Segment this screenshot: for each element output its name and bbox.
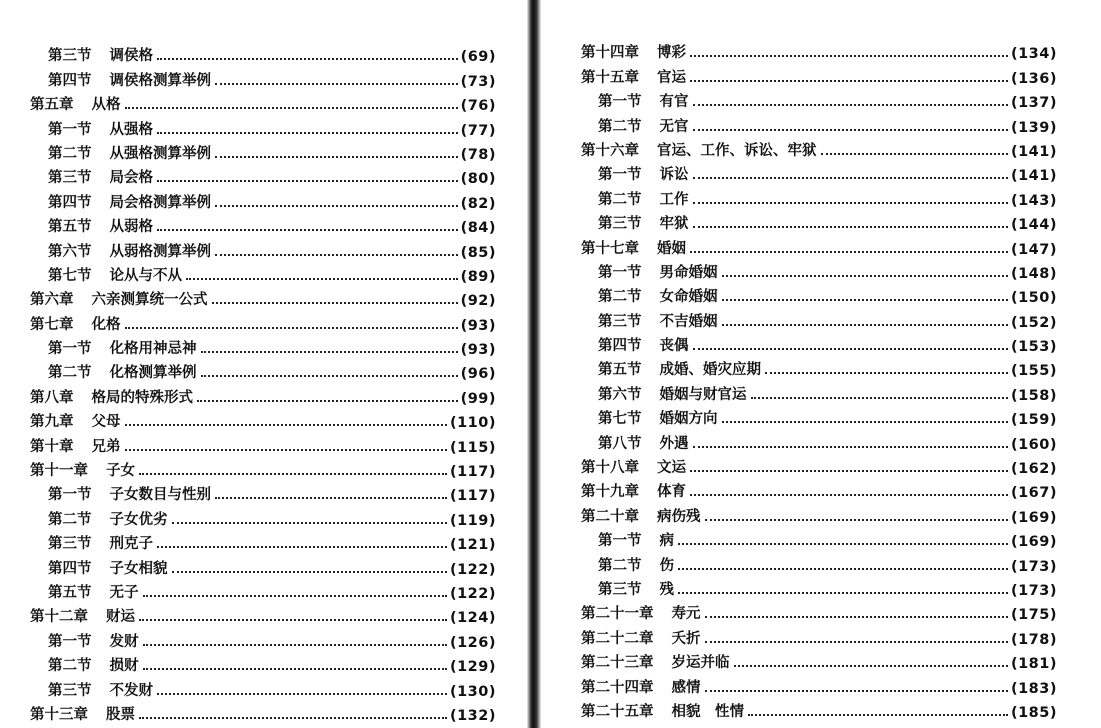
toc-section-entry (30, 187, 496, 211)
entry-page-number: (148) (1010, 265, 1057, 282)
entry-number: 第二十章 (581, 508, 639, 525)
dot-leader (690, 470, 1008, 472)
entry-page-number: (69) (460, 49, 496, 66)
toc-chapter-entry (30, 309, 496, 333)
entry-page-number: (143) (1010, 192, 1057, 209)
entry-page-number: (141) (1010, 143, 1057, 160)
entry-number: 第三节 (48, 536, 92, 553)
entry-title: 相貌 性情 (671, 703, 744, 720)
entry-page-number: (159) (1010, 412, 1057, 429)
dot-leader (172, 571, 447, 573)
entry-page-number: (96) (460, 366, 496, 383)
entry-page-number: (141) (1010, 168, 1057, 185)
entry-page-number: (173) (1010, 582, 1057, 599)
entry-number: 第二节 (48, 511, 92, 528)
toc-section-entry (30, 41, 496, 65)
entry-number: 第八章 (30, 389, 74, 406)
entry-page-number: (80) (460, 171, 496, 188)
entry-title: 损财 (109, 658, 139, 675)
entry-title: 男命婚姻 (659, 264, 718, 281)
toc-section-entry (581, 575, 1057, 599)
toc-chapter-entry (581, 477, 1057, 501)
entry-number: 第二十四章 (581, 679, 654, 696)
entry-page-number: (84) (460, 220, 496, 237)
entry-title: 六亲测算统一公式 (91, 292, 208, 309)
entry-title: 论从与不从 (109, 267, 182, 284)
entry-page-number: (78) (460, 146, 496, 163)
entry-number: 第八节 (598, 435, 642, 452)
toc-section-entry (30, 675, 496, 699)
entry-page-number: (82) (460, 195, 496, 212)
toc-section-entry (30, 480, 496, 504)
toc-section-entry (30, 334, 496, 358)
toc-section-entry (581, 331, 1057, 355)
entry-number: 第一节 (598, 264, 642, 281)
entry-title: 外遇 (659, 435, 689, 452)
toc-chapter-entry (581, 233, 1057, 257)
entry-title: 婚姻 (657, 240, 686, 257)
entry-number: 第四节 (48, 194, 92, 211)
entry-title: 病 (659, 533, 674, 550)
toc-chapter-entry (581, 38, 1057, 62)
entry-title: 调侯格测算举例 (109, 72, 211, 89)
entry-title: 化格 (91, 316, 121, 333)
entry-number: 第二十五章 (581, 703, 654, 720)
entry-page-number: (77) (460, 122, 496, 139)
dot-leader (705, 641, 1008, 643)
entry-page-number: (122) (449, 561, 496, 578)
dot-leader (157, 229, 458, 231)
dot-leader (751, 397, 1008, 399)
dot-leader (722, 421, 1008, 423)
dot-leader (139, 717, 447, 719)
entry-number: 第五节 (48, 219, 92, 236)
toc-right-page (541, 0, 1101, 728)
toc-section-entry (581, 428, 1057, 452)
entry-title: 丧偶 (659, 338, 689, 355)
entry-title: 有官 (659, 94, 689, 111)
entry-title: 从强格测算举例 (109, 145, 211, 162)
toc-section-entry (581, 550, 1057, 574)
entry-number: 第二节 (598, 289, 642, 306)
toc-chapter-entry (581, 672, 1057, 696)
dot-leader (139, 619, 447, 621)
entry-title: 女命婚姻 (659, 289, 718, 306)
entry-page-number: (167) (1010, 485, 1057, 502)
entry-title: 文运 (657, 460, 686, 477)
entry-title: 财运 (106, 609, 135, 626)
entry-title: 工作 (659, 191, 689, 208)
entry-title: 从强格 (109, 121, 153, 138)
toc-section-entry (581, 184, 1057, 208)
entry-number: 第九章 (30, 414, 74, 431)
entry-page-number: (169) (1010, 534, 1057, 551)
dot-leader (821, 153, 1008, 155)
entry-number: 第三节 (48, 170, 92, 187)
toc-section-entry (581, 111, 1057, 135)
entry-title: 官运 (657, 69, 686, 86)
entry-title: 诉讼 (659, 167, 689, 184)
entry-title: 从弱格测算举例 (109, 243, 211, 260)
entry-number: 第十二章 (30, 609, 88, 626)
toc-chapter-entry (30, 90, 496, 114)
toc-section-entry (30, 236, 496, 260)
book-spine-gutter (527, 0, 541, 728)
entry-title: 无官 (659, 118, 689, 135)
entry-number: 第十五章 (581, 69, 639, 86)
entry-number: 第二十二章 (581, 630, 654, 647)
entry-number: 第十七章 (581, 240, 639, 257)
entry-number: 第三节 (48, 48, 92, 65)
toc-section-entry (30, 578, 496, 602)
entry-page-number: (110) (449, 415, 496, 432)
entry-title: 兄弟 (91, 438, 121, 455)
dot-leader (748, 714, 1008, 716)
entry-page-number: (183) (1010, 680, 1057, 697)
entry-number: 第二节 (48, 145, 92, 162)
toc-section-entry (581, 306, 1057, 330)
entry-title: 夭折 (671, 630, 701, 647)
entry-number: 第二节 (48, 658, 92, 675)
entry-number: 第五章 (30, 97, 74, 114)
entry-number: 第二节 (598, 191, 642, 208)
dot-leader (139, 473, 447, 475)
entry-title: 化格测算举例 (109, 365, 197, 382)
entry-number: 第四节 (598, 338, 642, 355)
entry-number: 第四节 (48, 560, 92, 577)
entry-title: 残 (659, 581, 674, 598)
entry-page-number: (93) (460, 317, 496, 334)
toc-section-entry (30, 626, 496, 650)
entry-title: 岁运并临 (671, 655, 730, 672)
dot-leader (705, 519, 1008, 521)
dot-leader (722, 324, 1008, 326)
entry-page-number: (147) (1010, 241, 1057, 258)
dot-leader (125, 424, 447, 426)
toc-chapter-entry (581, 623, 1057, 647)
toc-section-entry (30, 553, 496, 577)
entry-number: 第六章 (30, 292, 74, 309)
entry-title: 体育 (657, 484, 686, 501)
entry-page-number: (150) (1010, 290, 1057, 307)
dot-leader (201, 375, 458, 377)
entry-title: 调侯格 (109, 48, 153, 65)
entry-page-number: (115) (449, 439, 496, 456)
toc-section-entry (581, 526, 1057, 550)
entry-page-number: (134) (1010, 46, 1057, 63)
entry-page-number: (152) (1010, 314, 1057, 331)
entry-page-number: (158) (1010, 387, 1057, 404)
toc-chapter-entry (581, 453, 1057, 477)
entry-page-number: (169) (1010, 509, 1057, 526)
dot-leader (212, 302, 458, 304)
entry-number: 第一节 (48, 633, 92, 650)
entry-title: 不吉婚姻 (659, 313, 718, 330)
entry-page-number: (136) (1010, 70, 1057, 87)
entry-title: 局会格测算举例 (109, 194, 211, 211)
dot-leader (215, 497, 447, 499)
toc-section-entry (30, 651, 496, 675)
dot-leader (678, 568, 1008, 570)
toc-section-entry (581, 160, 1057, 184)
dot-leader (734, 665, 1008, 667)
entry-page-number: (76) (460, 98, 496, 115)
entry-title: 不发财 (109, 682, 153, 699)
entry-number: 第十八章 (581, 460, 639, 477)
toc-list-left (30, 41, 496, 724)
entry-page-number: (130) (449, 683, 496, 700)
entry-title: 化格用神忌神 (109, 341, 197, 358)
entry-title: 婚姻方向 (659, 411, 718, 428)
entry-number: 第一节 (598, 94, 642, 111)
entry-number: 第二十一章 (581, 606, 654, 623)
dot-leader (143, 595, 447, 597)
entry-title: 刑克子 (109, 536, 153, 553)
toc-chapter-entry (581, 62, 1057, 86)
entry-title: 股票 (106, 706, 135, 723)
entry-number: 第三节 (598, 216, 642, 233)
entry-title: 格局的特殊形式 (91, 389, 193, 406)
dot-leader (678, 592, 1008, 594)
entry-number: 第十六章 (581, 142, 639, 159)
entry-number: 第十四章 (581, 45, 639, 62)
entry-page-number: (155) (1010, 363, 1057, 380)
dot-leader (705, 690, 1008, 692)
dot-leader (690, 80, 1008, 82)
toc-section-entry (30, 261, 496, 285)
entry-title: 局会格 (109, 170, 153, 187)
dot-leader (157, 180, 458, 182)
toc-section-entry (30, 504, 496, 528)
entry-page-number: (117) (449, 488, 496, 505)
dot-leader (693, 129, 1008, 131)
entry-number: 第三节 (598, 581, 642, 598)
toc-chapter-entry (581, 697, 1057, 721)
toc-section-entry (581, 379, 1057, 403)
entry-title: 成婚、婚灾应期 (659, 362, 761, 379)
entry-number: 第七节 (598, 411, 642, 428)
entry-page-number: (121) (449, 537, 496, 554)
dot-leader (693, 348, 1008, 350)
entry-number: 第十章 (30, 438, 74, 455)
entry-page-number: (185) (1010, 704, 1057, 721)
dot-leader (693, 202, 1008, 204)
dot-leader (690, 494, 1008, 496)
entry-number: 第二节 (48, 365, 92, 382)
entry-number: 第七节 (48, 267, 92, 284)
toc-section-entry (581, 282, 1057, 306)
entry-page-number: (85) (460, 244, 496, 261)
entry-page-number: (92) (460, 293, 496, 310)
toc-section-entry (581, 404, 1057, 428)
dot-leader (693, 446, 1008, 448)
dot-leader (215, 254, 458, 256)
entry-number: 第六节 (598, 386, 642, 403)
dot-leader (722, 299, 1008, 301)
toc-left-page (0, 0, 527, 728)
entry-page-number: (124) (449, 610, 496, 627)
toc-chapter-entry (30, 456, 496, 480)
dot-leader (690, 55, 1008, 57)
dot-leader (693, 177, 1008, 179)
toc-section-entry (30, 358, 496, 382)
toc-chapter-entry (581, 136, 1057, 160)
entry-number: 第一节 (598, 533, 642, 550)
dot-leader (693, 226, 1008, 228)
entry-page-number: (181) (1010, 656, 1057, 673)
dot-leader (143, 668, 447, 670)
toc-section-entry (581, 209, 1057, 233)
entry-number: 第二节 (598, 118, 642, 135)
dot-leader (215, 205, 458, 207)
toc-section-entry (30, 139, 496, 163)
dot-leader (765, 372, 1008, 374)
entry-page-number: (160) (1010, 436, 1057, 453)
entry-title: 子女 (106, 463, 135, 480)
entry-number: 第四节 (48, 72, 92, 89)
entry-title: 博彩 (657, 45, 686, 62)
entry-number: 第六节 (48, 243, 92, 260)
dot-leader (186, 278, 458, 280)
entry-number: 第三节 (598, 313, 642, 330)
dot-leader (125, 327, 458, 329)
dot-leader (157, 546, 447, 548)
entry-title: 子女数目与性别 (109, 487, 211, 504)
dot-leader (172, 522, 447, 524)
toc-chapter-entry (30, 700, 496, 724)
entry-page-number: (122) (449, 585, 496, 602)
toc-chapter-entry (30, 382, 496, 406)
entry-number: 第二十三章 (581, 655, 654, 672)
entry-title: 伤 (659, 557, 674, 574)
toc-section-entry (30, 114, 496, 138)
entry-page-number: (126) (449, 634, 496, 651)
entry-page-number: (175) (1010, 607, 1057, 624)
entry-number: 第十三章 (30, 706, 88, 723)
entry-page-number: (162) (1010, 461, 1057, 478)
dot-leader (157, 132, 458, 134)
toc-section-entry (30, 529, 496, 553)
dot-leader (678, 543, 1008, 545)
toc-chapter-entry (30, 431, 496, 455)
entry-number: 第一节 (48, 341, 92, 358)
entry-title: 父母 (91, 414, 121, 431)
dot-leader (201, 351, 458, 353)
entry-title: 子女相貌 (109, 560, 168, 577)
entry-title: 婚姻与财官运 (659, 386, 747, 403)
entry-number: 第一节 (48, 487, 92, 504)
entry-page-number: (73) (460, 73, 496, 90)
entry-page-number: (178) (1010, 631, 1057, 648)
dot-leader (157, 693, 447, 695)
entry-page-number: (132) (449, 707, 496, 724)
dot-leader (705, 616, 1008, 618)
toc-chapter-entry (30, 407, 496, 431)
dot-leader (215, 83, 458, 85)
entry-page-number: (144) (1010, 217, 1057, 234)
toc-list-right (581, 38, 1057, 721)
entry-page-number: (139) (1010, 119, 1057, 136)
entry-number: 第五节 (48, 584, 92, 601)
toc-section-entry (30, 212, 496, 236)
dot-leader (690, 251, 1008, 253)
dot-leader (197, 400, 458, 402)
toc-chapter-entry (30, 285, 496, 309)
entry-title: 从弱格 (109, 219, 153, 236)
entry-page-number: (93) (460, 342, 496, 359)
toc-chapter-entry (581, 501, 1057, 525)
entry-title: 发财 (109, 633, 139, 650)
dot-leader (125, 449, 447, 451)
entry-title: 感情 (671, 679, 701, 696)
toc-section-entry (30, 65, 496, 89)
entry-title: 寿元 (671, 606, 701, 623)
entry-title: 从格 (91, 97, 121, 114)
dot-leader (722, 275, 1008, 277)
toc-section-entry (581, 258, 1057, 282)
entry-page-number: (173) (1010, 558, 1057, 575)
toc-chapter-entry (581, 648, 1057, 672)
dot-leader (125, 107, 458, 109)
entry-page-number: (99) (460, 390, 496, 407)
dot-leader (215, 156, 458, 158)
toc-section-entry (30, 163, 496, 187)
entry-page-number: (137) (1010, 95, 1057, 112)
entry-number: 第二节 (598, 557, 642, 574)
entry-number: 第七章 (30, 316, 74, 333)
entry-page-number: (119) (449, 512, 496, 529)
entry-number: 第一节 (48, 121, 92, 138)
toc-chapter-entry (30, 602, 496, 626)
entry-page-number: (117) (449, 464, 496, 481)
entry-page-number: (129) (449, 659, 496, 676)
toc-section-entry (581, 355, 1057, 379)
dot-leader (693, 104, 1008, 106)
entry-title: 病伤残 (657, 508, 701, 525)
entry-page-number: (89) (460, 268, 496, 285)
dot-leader (143, 644, 447, 646)
entry-title: 无子 (109, 584, 139, 601)
toc-chapter-entry (581, 599, 1057, 623)
entry-page-number: (153) (1010, 339, 1057, 356)
toc-section-entry (581, 87, 1057, 111)
dot-leader (157, 58, 458, 60)
entry-title: 子女优劣 (109, 511, 168, 528)
entry-number: 第三节 (48, 682, 92, 699)
entry-title: 牢狱 (659, 216, 689, 233)
entry-number: 第十九章 (581, 484, 639, 501)
entry-title: 官运、工作、诉讼、牢狱 (657, 142, 817, 159)
entry-number: 第十一章 (30, 463, 88, 480)
entry-number: 第一节 (598, 167, 642, 184)
entry-number: 第五节 (598, 362, 642, 379)
